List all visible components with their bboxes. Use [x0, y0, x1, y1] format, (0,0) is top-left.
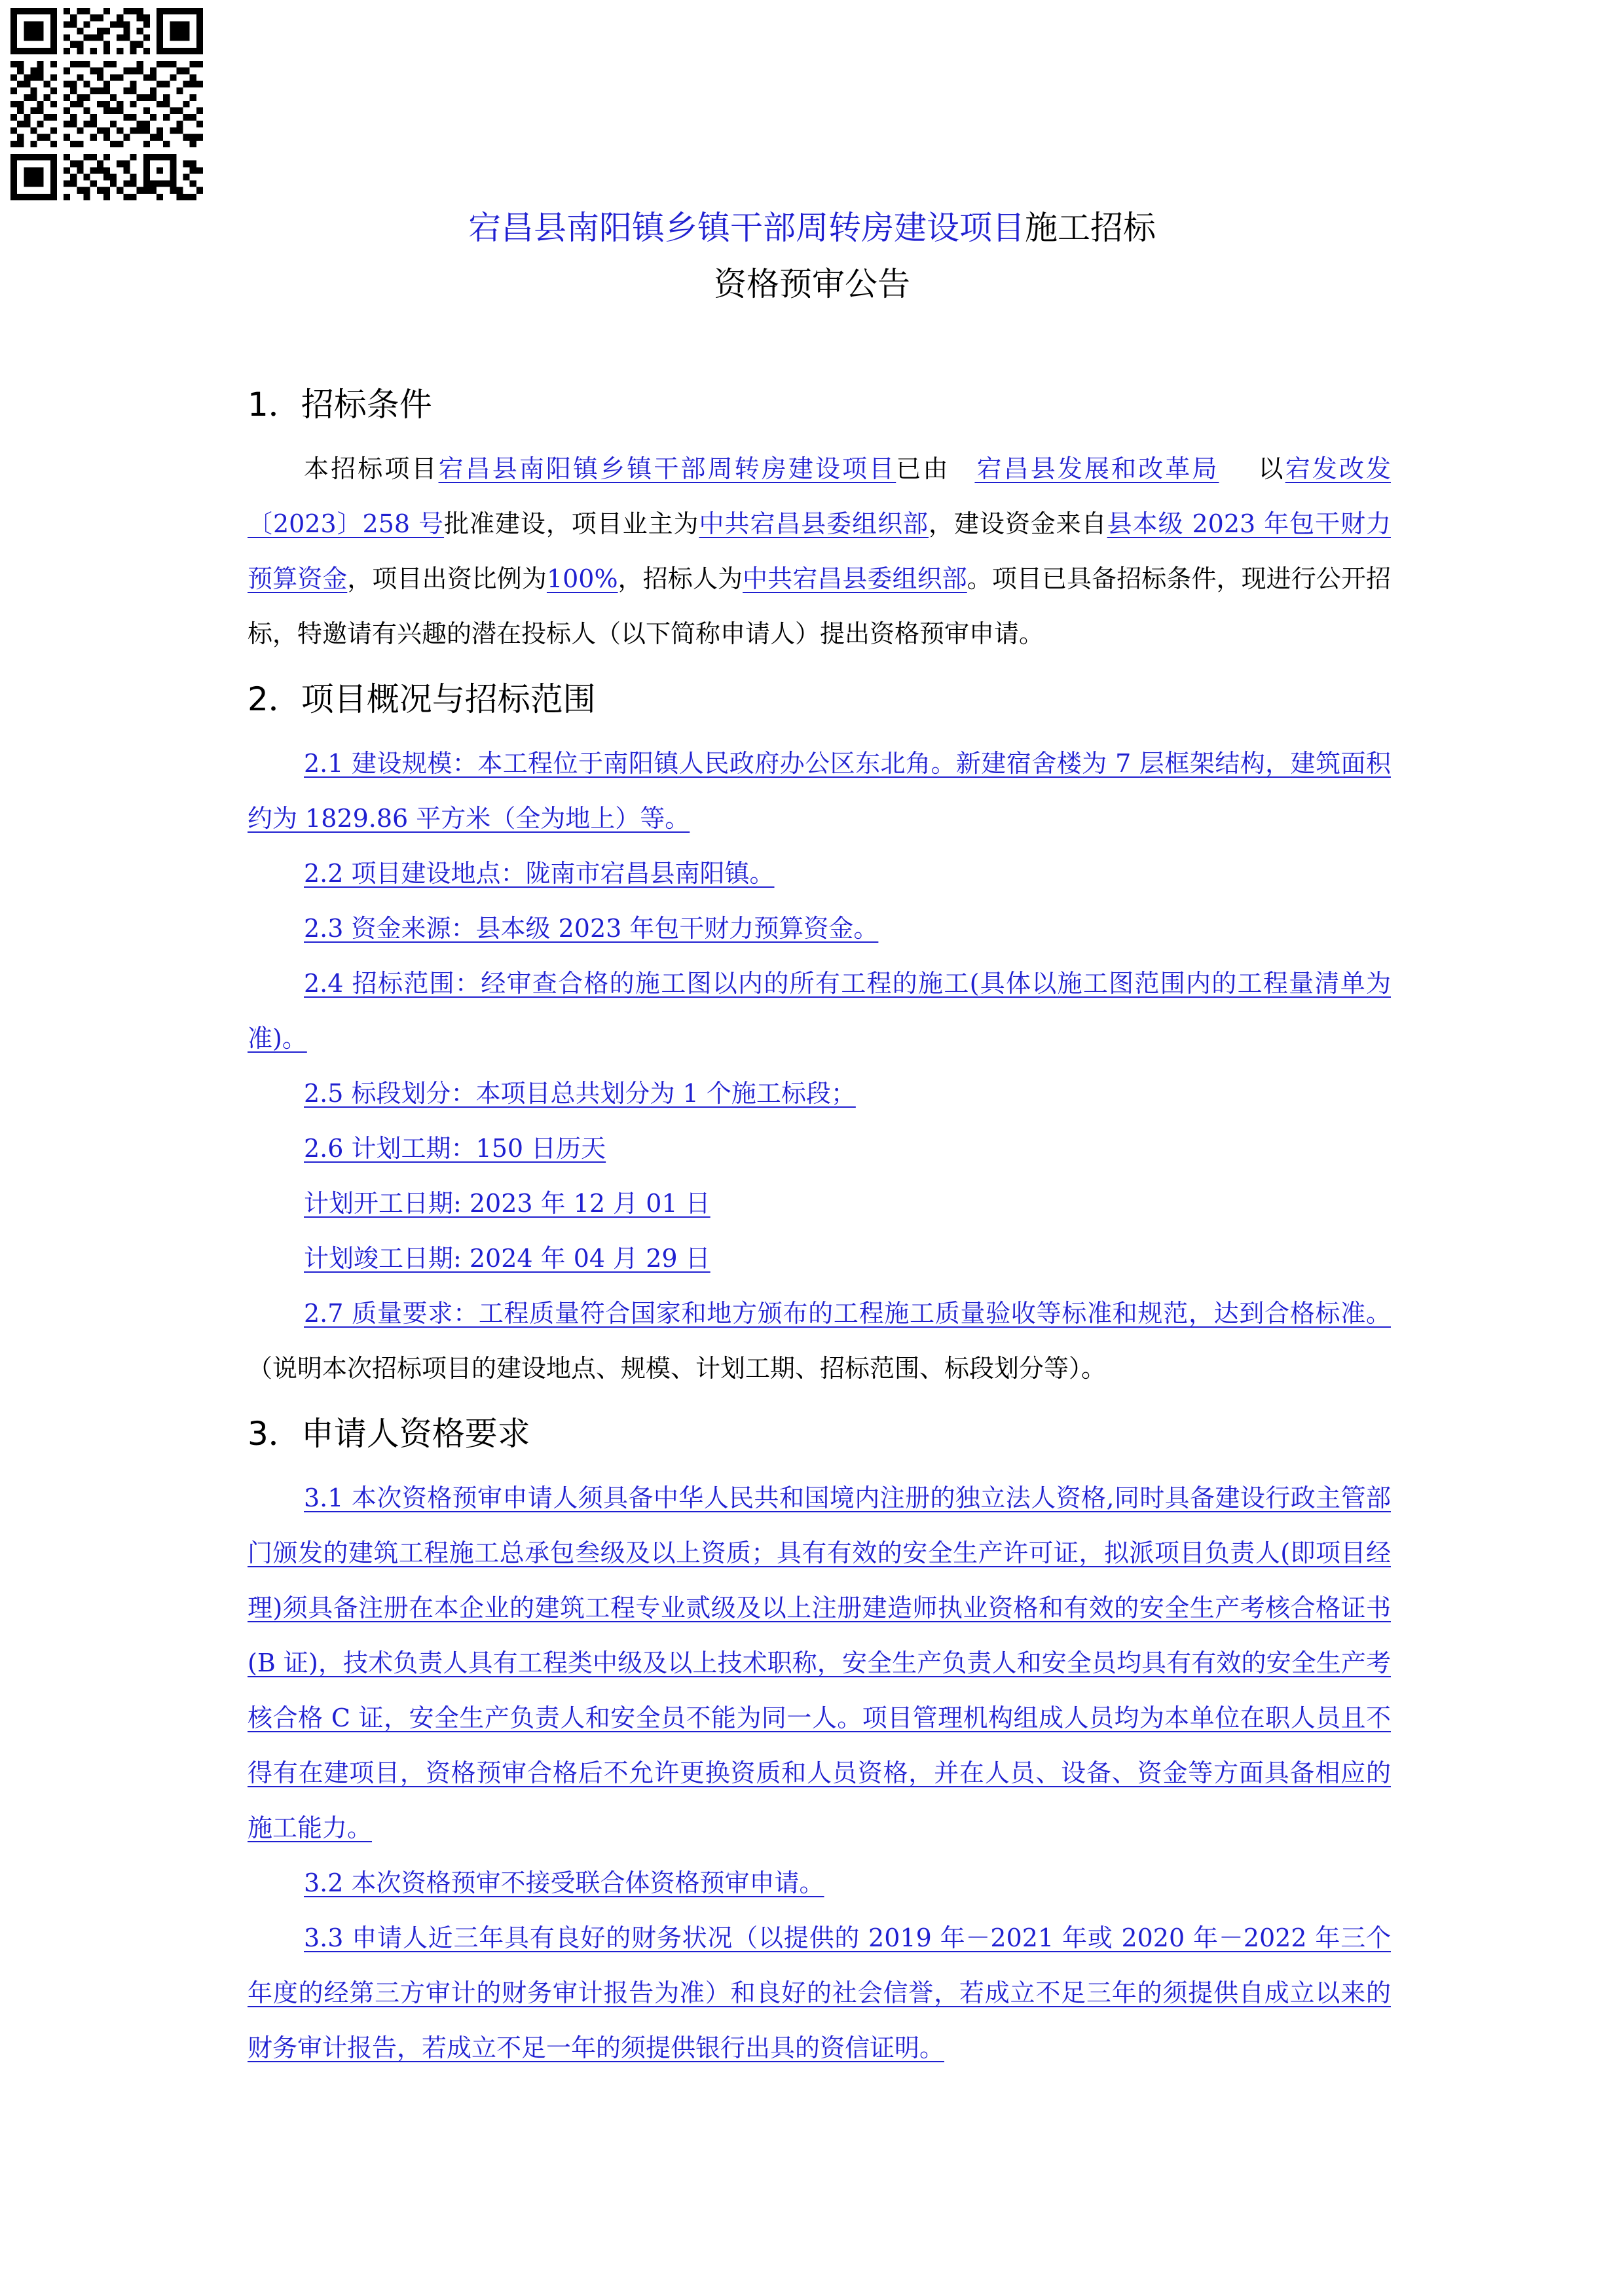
- item-2-7-text[interactable]: 2.7 质量要求：工程质量符合国家和地方颁布的工程施工质量验收等标准和规范，达到合格标准。: [304, 1299, 1391, 1328]
- text-funds: ，建设资金来自: [929, 509, 1107, 538]
- section-1-paragraph: [248, 441, 1391, 661]
- item-3-1: [248, 1470, 1391, 1855]
- item-2-7-note: （说明本次招标项目的建设地点、规模、计划工期、招标范围、标段划分等）。: [248, 1354, 1107, 1383]
- text-owner: 批准建设，项目业主为: [444, 509, 699, 538]
- section-3-heading: 3．申请人资格要求: [248, 1415, 530, 1453]
- fund-source-link[interactable]: 县本级 2023 年包干财力预算资金: [248, 509, 1391, 593]
- item-2-1: [248, 736, 1391, 846]
- planned-end-date: [248, 1231, 1391, 1286]
- text-paragraph-end: 。项目已具备招标条件，现进行公开招标，特邀请有兴趣的潜在投标人（以下简称申请人）提出资格预审申请。: [248, 564, 1391, 648]
- item-3-3: [248, 1910, 1391, 2075]
- item-2-3: [248, 901, 1391, 956]
- approval-doc-link[interactable]: 宕发改发〔2023〕258 号: [248, 454, 1391, 538]
- planned-start-date-text[interactable]: 计划开工日期: 2023 年 12 月 01 日: [304, 1189, 710, 1218]
- item-3-1-text[interactable]: 3.1 本次资格预审申请人须具备中华人民共和国境内注册的独立法人资格,同时具备建设行政主管部门颁发的建筑工程施工总承包叁级及以上资质；具有有效的安全生产许可证，拟派项目负责人(即项目经理)须具备注册在本企业的建筑工程专业贰级及以上注册建造师执业资格和有效的安全生产考核合格证书(B 证)，技术负责人具有工程类中级及以上技术职称，安全生产负责人和安全员均具有有效的安全生产考核合格 C 证，安全生产负责人和安全员不能为同一人。项目管理机构组成人员均为本单位在职人员且不得有在建项目，资格预审合格后不允许更换资质和人员资格，并在人员、设备、资金等方面具备相应的施工能力。: [248, 1484, 1391, 1842]
- owner-link[interactable]: 中共宕昌县委组织部: [699, 509, 929, 538]
- text-approved-by: 已由: [896, 454, 950, 483]
- title-project-name: 宕昌县南阳镇乡镇干部周转房建设项目: [468, 209, 1025, 247]
- planned-end-date-text[interactable]: 计划竣工日期: 2024 年 04 月 29 日: [304, 1244, 710, 1273]
- item-2-6-text[interactable]: 2.6 计划工期：150 日历天: [304, 1134, 606, 1163]
- text-tenderer: ，招标人为: [618, 564, 743, 593]
- text-intro: 本招标项目: [304, 454, 439, 483]
- item-3-2-text[interactable]: 3.2 本次资格预审不接受联合体资格预审申请。: [304, 1868, 824, 1897]
- item-2-4-text[interactable]: 2.4 招标范围：经审查合格的施工图以内的所有工程的施工(具体以施工图范围内的工程量清单为准)。: [248, 969, 1391, 1053]
- item-2-3-text[interactable]: 2.3 资金来源：县本级 2023 年包干财力预算资金。: [304, 914, 879, 943]
- item-3-3-text[interactable]: 3.3 申请人近三年具有良好的财务状况（以提供的 2019 年－2021 年或 2020 年－2022 年三个年度的经第三方审计的财务审计报告为准）和良好的社会信誉，若成立不足三年的须提供自成立以来的财务审计报告，若成立不足一年的须提供银行出具的资信证明。: [248, 1923, 1391, 2062]
- text-ratio: ，项目出资比例为: [347, 564, 547, 593]
- item-2-6: [248, 1121, 1391, 1176]
- item-3-2: [248, 1855, 1391, 1910]
- ratio-link[interactable]: 100%: [546, 564, 618, 593]
- approval-authority-link[interactable]: 宕昌县发展和改革局: [974, 454, 1219, 483]
- item-2-2: [248, 846, 1391, 901]
- text-by-doc: 以: [1256, 454, 1285, 483]
- document-subtitle: 资格预审公告: [714, 265, 910, 303]
- planned-start-date: [248, 1176, 1391, 1231]
- item-2-4: [248, 956, 1391, 1066]
- document-title: [0, 208, 1624, 247]
- tenderer-link[interactable]: 中共宕昌县委组织部: [743, 564, 967, 593]
- item-2-7: [248, 1286, 1391, 1396]
- item-2-5: [248, 1066, 1391, 1121]
- title-suffix: 施工招标: [1025, 209, 1156, 247]
- section-1-heading: 1．招标条件: [248, 386, 432, 424]
- item-2-2-text[interactable]: 2.2 项目建设地点：陇南市宕昌县南阳镇。: [304, 859, 775, 888]
- qr-code-icon: [10, 8, 203, 200]
- document-body: [248, 384, 1391, 2075]
- project-name-link[interactable]: 宕昌县南阳镇乡镇干部周转房建设项目: [438, 454, 896, 483]
- item-2-5-text[interactable]: 2.5 标段划分：本项目总共划分为 1 个施工标段；: [304, 1079, 856, 1108]
- section-2-heading: 2．项目概况与招标范围: [248, 680, 596, 718]
- item-2-1-text[interactable]: 2.1 建设规模：本工程位于南阳镇人民政府办公区东北角。新建宿舍楼为 7 层框架结构，建筑面积约为 1829.86 平方米（全为地上）等。: [248, 749, 1391, 833]
